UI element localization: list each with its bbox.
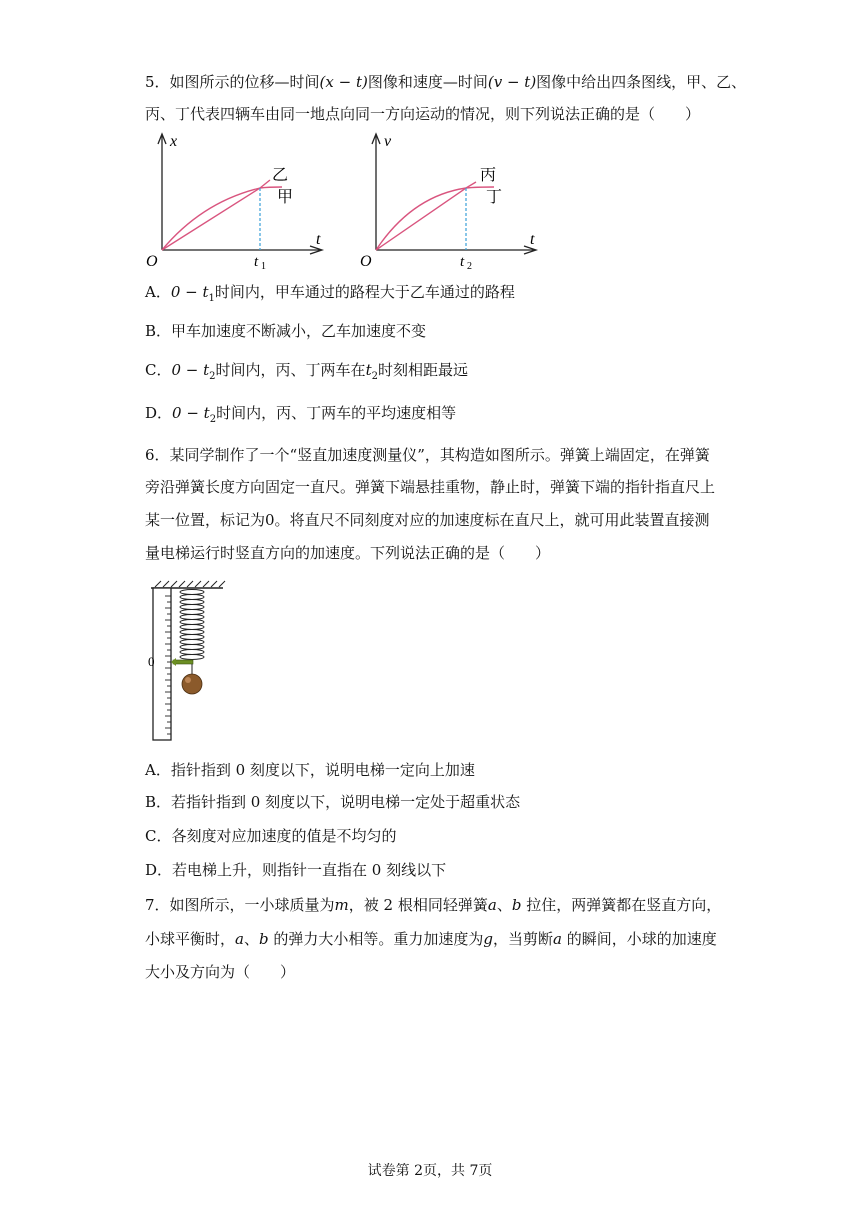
q7-text: 小球平衡时， xyxy=(145,930,236,948)
q7-text: ，当剪断 xyxy=(492,930,553,948)
q6-stem-line1: 6．某同学制作了一个“竖直加速度测量仪”，其构造如图所示。弹簧上端固定，在弹簧 xyxy=(145,446,710,464)
q5-stem-text: 图像中给出四条图线，甲、乙、 xyxy=(536,73,747,91)
var-g: g xyxy=(483,930,493,948)
q6-option-b: B．若指针指到 0 刻度以下，说明电梯一定处于超重状态 xyxy=(145,793,521,811)
q5-vt-notation: (v − t) xyxy=(487,73,537,91)
q6-stem-line2: 旁沿弹簧长度方向固定一直尺。弹簧下端悬挂重物，静止时，弹簧下端的指针指直尺上 xyxy=(145,478,716,496)
ball-highlight xyxy=(185,677,191,683)
q7-text: 、 xyxy=(243,930,259,948)
time-var: t xyxy=(365,361,372,379)
origin-label: O xyxy=(360,253,372,270)
tick-t-label: t xyxy=(254,254,259,270)
q5-option-d xyxy=(145,403,456,426)
y-axis-label: v xyxy=(384,133,392,150)
q6-stem-line3: 某一位置，标记为0。将直尺不同刻度对应的加速度标在直尺上，就可用此装置直接测 xyxy=(145,511,710,529)
q7-stem-line2 xyxy=(145,929,717,949)
option-text: 时刻相距最远 xyxy=(377,361,468,379)
ruler-zero-label: 0 xyxy=(148,654,155,669)
option-letter: A． xyxy=(145,283,171,301)
q5-stem-line1 xyxy=(145,72,746,92)
q6-option-d: D．若电梯上升，则指针一直指在 0 刻线以下 xyxy=(145,861,447,879)
q5-option-b: B．甲车加速度不断减小，乙车加速度不变 xyxy=(145,322,427,340)
q5-option-a xyxy=(145,282,515,305)
spring xyxy=(180,590,204,660)
tick-t-sub: 2 xyxy=(467,261,472,270)
option-text: 时间内，丙、丁两车的平均速度相等 xyxy=(216,404,457,422)
q6-option-a: A．指针指到 0 刻度以下，说明电梯一定向上加速 xyxy=(145,761,475,779)
q6-spring-apparatus xyxy=(145,578,235,748)
subscript: 2 xyxy=(371,371,378,382)
page-footer: 试卷第 2页，共 7页 xyxy=(367,1163,493,1179)
var-b: b xyxy=(258,930,269,948)
time-range: 0 − t xyxy=(171,361,210,379)
var-b: b xyxy=(511,896,522,914)
ruler xyxy=(153,588,171,740)
label-yi: 乙 xyxy=(272,165,289,184)
q5-stem-text: 5．如图所示的位移—时间 xyxy=(145,73,320,91)
option-letter: D． xyxy=(145,404,173,422)
q6-option-c: C．各刻度对应加速度的值是不均匀的 xyxy=(145,827,397,845)
q5-stem-text: 图像和速度—时间 xyxy=(367,73,488,91)
curve-jia xyxy=(162,187,282,250)
subscript: 1 xyxy=(208,293,215,304)
time-range: 0 − t xyxy=(172,404,210,422)
q7-text: 7．如图所示，一小球质量为 xyxy=(145,896,335,914)
var-a: a xyxy=(487,896,497,914)
subscript: 2 xyxy=(209,371,216,382)
ball xyxy=(182,674,202,694)
tick-t-sub: 1 xyxy=(261,261,266,270)
tick-t-label: t xyxy=(460,254,465,270)
q7-text: 的弹力大小相等。重力加速度为 xyxy=(268,930,484,948)
var-a: a xyxy=(553,930,562,948)
q6-stem-line4: 量电梯运行时竖直方向的加速度。下列说法正确的是（ ） xyxy=(145,544,551,562)
x-axis-label: t xyxy=(316,231,321,248)
pointer-tip xyxy=(171,658,176,666)
origin-label: O xyxy=(146,253,158,270)
q5-vt-graph xyxy=(354,130,554,270)
var-m: m xyxy=(334,896,349,914)
subscript: 2 xyxy=(209,414,217,425)
ceiling-hatch xyxy=(155,581,225,587)
time-range: 0 − t xyxy=(170,283,209,301)
x-axis-label: t xyxy=(530,231,535,248)
q7-stem-line3: 大小及方向为（ ） xyxy=(145,963,296,981)
q5-xt-notation: (x − t) xyxy=(319,73,368,91)
option-text: 时间内，丙、丁两车在 xyxy=(215,361,366,379)
label-jia: 甲 xyxy=(277,187,294,206)
y-axis-label: x xyxy=(170,133,178,150)
q5-option-c xyxy=(145,360,468,383)
q5-xt-graph xyxy=(140,130,340,270)
option-letter: C． xyxy=(145,361,172,379)
label-bing: 丙 xyxy=(480,165,497,184)
var-a: a xyxy=(235,930,244,948)
q7-text: 的瞬间，小球的加速度 xyxy=(561,930,717,948)
q7-text: ，被 2 根相同轻弹簧 xyxy=(348,896,488,914)
q5-stem-line2: 丙、丁代表四辆车由同一地点向同一方向运动的情况，则下列说法正确的是（ ） xyxy=(145,105,701,123)
q7-text: 、 xyxy=(496,896,512,914)
label-ding: 丁 xyxy=(486,187,503,206)
q7-text: 拉住，两弹簧都在竖直方向， xyxy=(521,896,722,914)
q7-stem-line1 xyxy=(145,895,721,915)
option-text: 时间内，甲车通过的路程大于乙车通过的路程 xyxy=(214,283,515,301)
